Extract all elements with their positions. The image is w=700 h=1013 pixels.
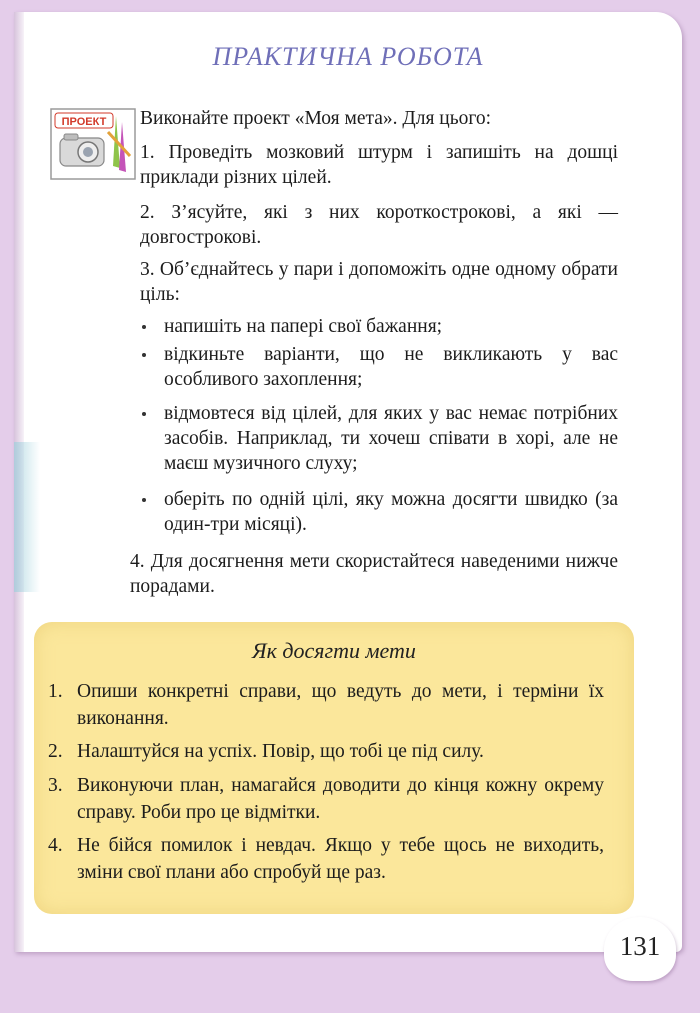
page-number: 131	[619, 931, 661, 961]
bullet-4: оберіть по одній цілі, яку можна досягти швидко (за один-три місяці).	[164, 489, 618, 535]
step-2: 2. З’ясуйте, які з них короткострокові, а які — довгострокові.	[140, 202, 618, 248]
tip-text: Опиши конкретні справи, що ведуть до мети, і терміни їх виконання.	[77, 681, 604, 729]
textbook-page	[14, 12, 682, 952]
page-color-band	[14, 442, 40, 592]
bullet-1: напишіть на папері свої бажання;	[164, 316, 443, 337]
bullet-3: відмовтеся від цілей, для яких у вас немає потрібних засобів. Наприклад, ти хочеш співати в хорі, але не маєш музичного слуху;	[164, 403, 618, 474]
tip-number: 4.	[48, 835, 63, 856]
section-title: ПРАКТИЧНА РОБОТА	[212, 42, 484, 71]
bullet-dot	[142, 325, 146, 329]
step-1: 1. Проведіть мозковий штурм і запишіть на дошці приклади різних цілей.	[140, 142, 618, 188]
page-number-tab	[604, 917, 676, 981]
tips-box	[34, 622, 634, 914]
tips-title: Як досягти мети	[252, 638, 416, 663]
bullet-dot	[142, 353, 146, 357]
project-camera-icon	[50, 108, 136, 180]
bullet-dot	[142, 412, 146, 416]
intro-text: Виконайте проект «Моя мета». Для цього:	[140, 108, 492, 129]
tip-text: Налаштуйся на успіх. Повір, що тобі це під силу.	[77, 741, 484, 762]
project-icon-label: ПРОЕКТ	[61, 116, 107, 128]
bullet-2: відкиньте варіанти, що не викликають у вас особливого захоплення;	[164, 344, 618, 390]
step-4: 4. Для досягнення мети скористайтеся наведеними нижче порадами.	[130, 551, 618, 597]
tip-text: Не бійся помилок і невдач. Якщо у тебе щось не виходить, зміни свої плани або спробуй ще раз.	[77, 835, 604, 883]
tip-number: 1.	[48, 681, 63, 702]
step-3: 3. Об’єднайтесь у пари і допоможіть одне одному обрати ціль:	[140, 259, 618, 305]
bullet-dot	[142, 498, 146, 502]
tip-text: Виконуючи план, намагайся доводити до кінця кожну окрему справу. Роби про це відмітки.	[77, 775, 604, 823]
tip-number: 3.	[48, 775, 63, 796]
tip-number: 2.	[48, 741, 63, 762]
